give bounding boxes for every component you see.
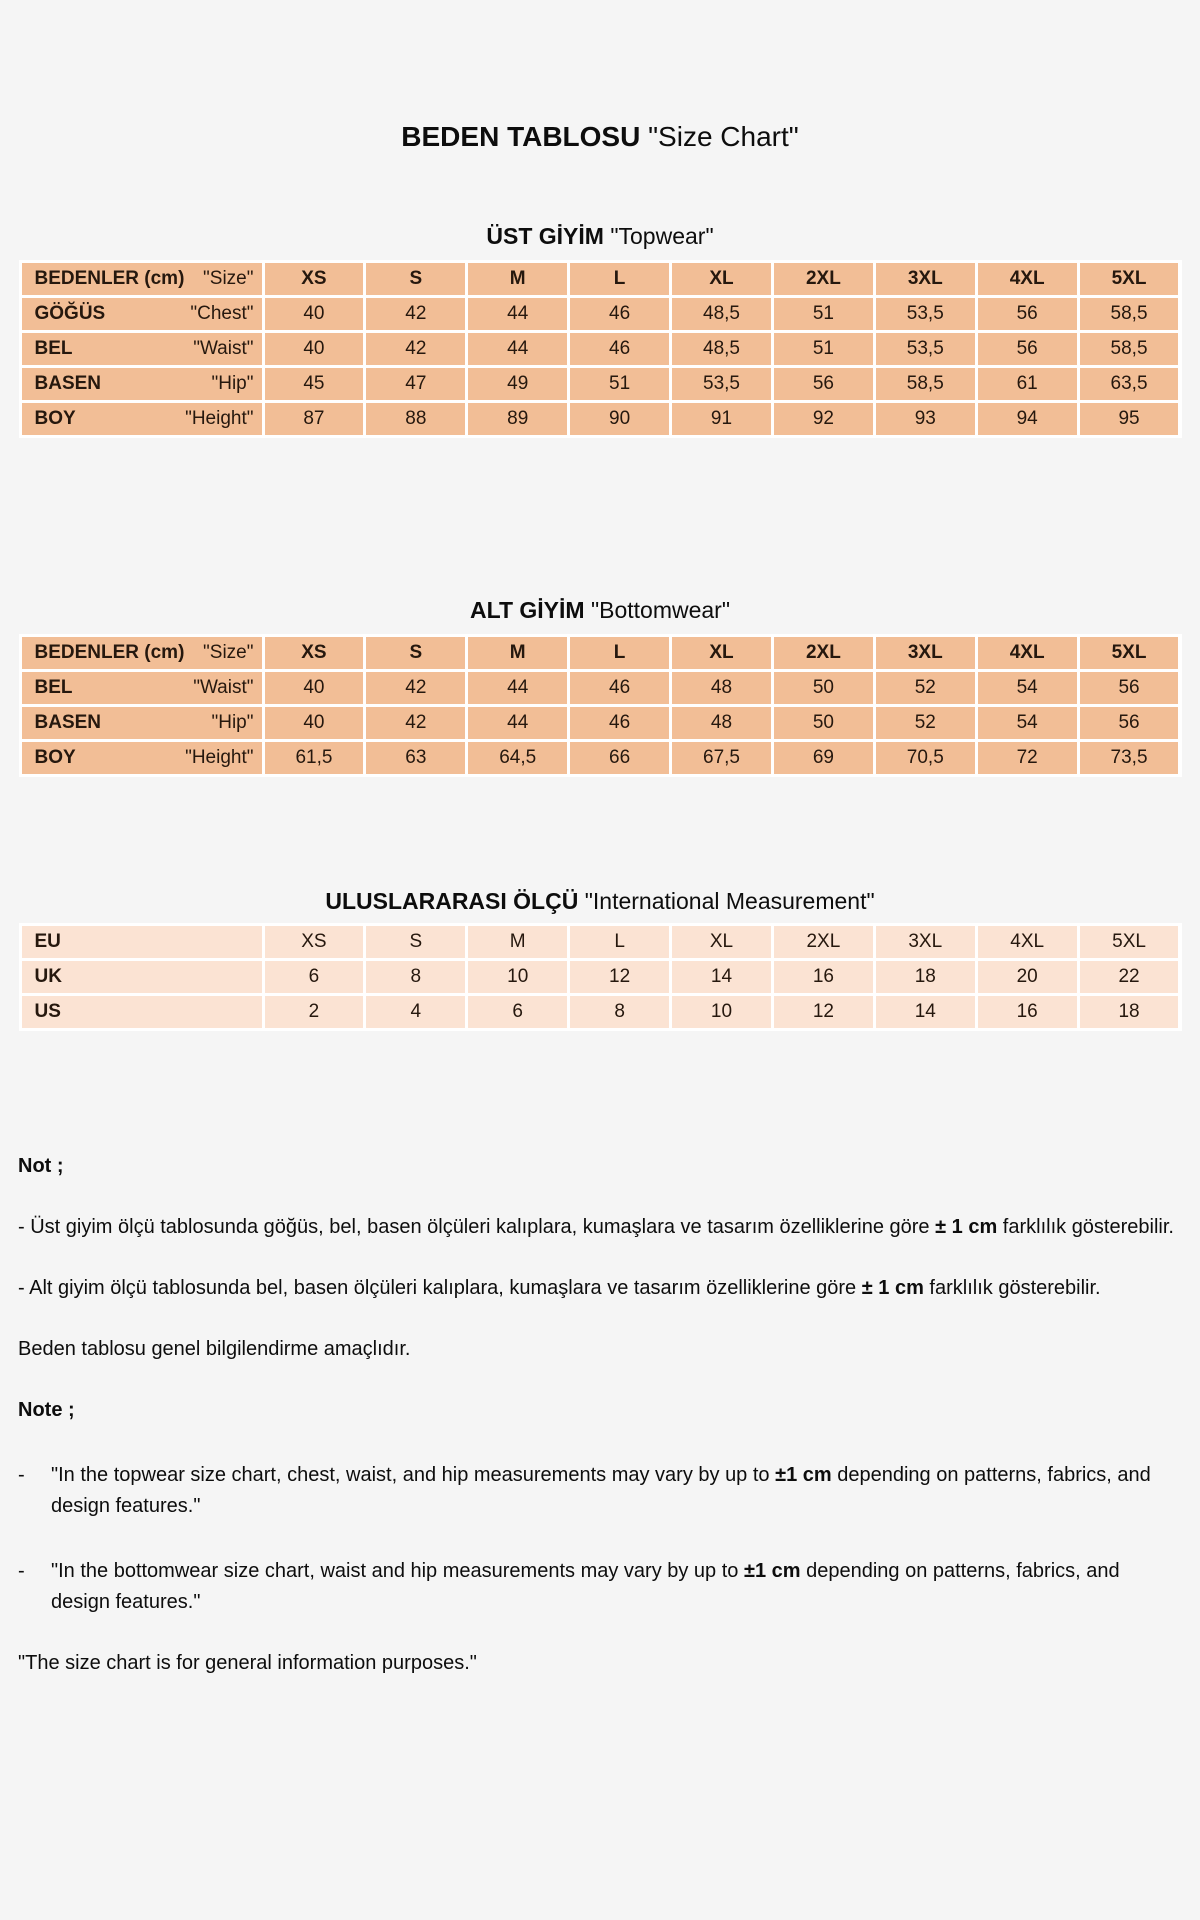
value-cell: 94: [978, 403, 1077, 435]
value-cell: 53,5: [672, 368, 771, 400]
row-label-cell: [22, 298, 262, 330]
row-label-english: "Size": [203, 642, 254, 663]
row-label-turkish: BOY: [34, 747, 76, 768]
value-cell: 8: [366, 961, 465, 993]
row-label-cell: [22, 996, 262, 1028]
row-label-english: "Hip": [211, 373, 254, 394]
note-bullet-6: [18, 1556, 1182, 1618]
row-label-turkish: BASEN: [34, 373, 102, 394]
note-text: Beden tablosu genel bilgilendirme amaçlıdır.: [18, 1338, 411, 1360]
row-label-turkish: EU: [34, 931, 61, 952]
note-heading-4: [18, 1395, 1182, 1426]
bottomwear-heading-turkish: ALT GİYİM: [470, 597, 585, 623]
size-column-header: 2XL: [774, 637, 873, 669]
value-cell: 44: [468, 333, 567, 365]
value-cell: 22: [1080, 961, 1179, 993]
row-label-cell: [22, 961, 262, 993]
row-label-english: "Waist": [193, 677, 254, 698]
size-column-header: 4XL: [978, 637, 1077, 669]
value-cell: 20: [978, 961, 1077, 993]
value-cell: 95: [1080, 403, 1179, 435]
value-cell: 52: [876, 707, 975, 739]
value-cell: 93: [876, 403, 975, 435]
size-chart-document: [0, 120, 1200, 1679]
row-label-turkish: US: [34, 1001, 61, 1022]
row-label-turkish: GÖĞÜS: [34, 303, 106, 324]
value-cell: L: [570, 926, 669, 958]
value-cell: 18: [1080, 996, 1179, 1028]
note-para-2: [18, 1273, 1182, 1304]
row-label-turkish: BEDENLER (cm): [34, 642, 185, 663]
value-cell: 16: [978, 996, 1077, 1028]
value-cell: 14: [876, 996, 975, 1028]
row-label-english: "Height": [185, 747, 254, 768]
note-bold-text: ± 1 cm: [861, 1277, 924, 1299]
value-cell: 92: [774, 403, 873, 435]
value-cell: 87: [265, 403, 364, 435]
size-column-header: S: [366, 637, 465, 669]
value-cell: 54: [978, 672, 1077, 704]
row-label-turkish: BOY: [34, 408, 76, 429]
value-cell: 56: [978, 298, 1077, 330]
size-column-header: XS: [265, 637, 364, 669]
value-cell: 12: [570, 961, 669, 993]
value-cell: 42: [366, 707, 465, 739]
row-label-cell: [22, 333, 262, 365]
note-text: "The size chart is for general information purposes.": [18, 1652, 477, 1674]
note-bold-text: Note ;: [18, 1399, 75, 1421]
value-cell: 46: [570, 707, 669, 739]
note-text: "In the bottomwear size chart, waist and hip measurements may vary by up to: [51, 1560, 744, 1582]
value-cell: 16: [774, 961, 873, 993]
value-cell: 46: [570, 298, 669, 330]
row-label-turkish: BEL: [34, 677, 73, 698]
row-label-cell: [22, 368, 262, 400]
size-column-header: 2XL: [774, 263, 873, 295]
value-cell: 48: [672, 707, 771, 739]
value-cell: 40: [265, 707, 364, 739]
note-text: - Üst giyim ölçü tablosunda göğüs, bel, basen ölçüleri kalıplara, kumaşlara ve tasarım özelliklerine göre: [18, 1216, 936, 1238]
value-cell: 89: [468, 403, 567, 435]
value-cell: 2: [265, 996, 364, 1028]
size-column-header: 4XL: [978, 263, 1077, 295]
value-cell: 6: [265, 961, 364, 993]
bottomwear-heading-english: "Bottomwear": [590, 597, 730, 623]
note-text: depending on patterns, fabrics, and design features.": [51, 1464, 1151, 1517]
value-cell: 61: [978, 368, 1077, 400]
topwear-heading: [0, 222, 1200, 251]
international-section: [0, 887, 1200, 1031]
value-cell: 48,5: [672, 298, 771, 330]
row-label-cell: [22, 403, 262, 435]
value-cell: 51: [570, 368, 669, 400]
value-cell: 70,5: [876, 742, 975, 774]
notes-section: [0, 1151, 1200, 1679]
bottomwear-section: [0, 596, 1200, 777]
value-cell: 40: [265, 672, 364, 704]
value-cell: 63: [366, 742, 465, 774]
size-column-header: 5XL: [1080, 263, 1179, 295]
note-bold-text: ±1 cm: [775, 1464, 832, 1486]
size-column-header: 3XL: [876, 637, 975, 669]
row-label-cell: [22, 263, 262, 295]
value-cell: 88: [366, 403, 465, 435]
value-cell: 14: [672, 961, 771, 993]
value-cell: 18: [876, 961, 975, 993]
bullet-text: [51, 1556, 1182, 1618]
note-text: - Alt giyim ölçü tablosunda bel, basen ölçüleri kalıplara, kumaşlara ve tasarım özelliklerine göre: [18, 1277, 862, 1299]
size-column-header: XL: [672, 263, 771, 295]
size-column-header: XS: [265, 263, 364, 295]
value-cell: 44: [468, 298, 567, 330]
row-label-turkish: UK: [34, 966, 62, 987]
row-label-turkish: BEDENLER (cm): [34, 268, 185, 289]
value-cell: 64,5: [468, 742, 567, 774]
note-text: farklılık gösterebilir.: [997, 1216, 1174, 1238]
value-cell: 61,5: [265, 742, 364, 774]
value-cell: XL: [672, 926, 771, 958]
value-cell: 40: [265, 298, 364, 330]
bottomwear-table: [19, 634, 1182, 777]
value-cell: 56: [1080, 672, 1179, 704]
value-cell: 67,5: [672, 742, 771, 774]
value-cell: 2XL: [774, 926, 873, 958]
international-heading: [0, 887, 1200, 916]
value-cell: 49: [468, 368, 567, 400]
topwear-table: [19, 260, 1182, 438]
value-cell: 66: [570, 742, 669, 774]
bullet-dash-icon: -: [18, 1560, 25, 1582]
value-cell: 54: [978, 707, 1077, 739]
note-heading-0: [18, 1151, 1182, 1182]
value-cell: 56: [978, 333, 1077, 365]
value-cell: 42: [366, 333, 465, 365]
value-cell: 4: [366, 996, 465, 1028]
value-cell: 42: [366, 298, 465, 330]
size-column-header: 3XL: [876, 263, 975, 295]
value-cell: S: [366, 926, 465, 958]
bullet-text: [51, 1460, 1182, 1522]
bottomwear-heading: [0, 596, 1200, 625]
row-label-cell: [22, 707, 262, 739]
note-bold-text: ±1 cm: [743, 1560, 801, 1582]
note-text: "In the topwear size chart, chest, waist, and hip measurements may vary by up to: [51, 1464, 776, 1486]
value-cell: 40: [265, 333, 364, 365]
page-title-english: "Size Chart": [648, 121, 799, 152]
note-para-3: [18, 1334, 1182, 1365]
value-cell: 91: [672, 403, 771, 435]
value-cell: 3XL: [876, 926, 975, 958]
value-cell: 5XL: [1080, 926, 1179, 958]
value-cell: 51: [774, 298, 873, 330]
row-label-turkish: BASEN: [34, 712, 102, 733]
value-cell: 50: [774, 672, 873, 704]
value-cell: 12: [774, 996, 873, 1028]
row-label-cell: [22, 672, 262, 704]
note-text: farklılık gösterebilir.: [923, 1277, 1101, 1299]
topwear-heading-english: "Topwear": [610, 223, 714, 249]
topwear-heading-turkish: ÜST GİYİM: [486, 223, 604, 249]
row-label-english: "Hip": [211, 712, 254, 733]
value-cell: 58,5: [1080, 333, 1179, 365]
bullet-dash-icon: -: [18, 1464, 25, 1486]
note-bold-text: ± 1 cm: [935, 1216, 998, 1238]
row-label-english: "Waist": [193, 338, 254, 359]
value-cell: 47: [366, 368, 465, 400]
row-label-english: "Chest": [190, 303, 254, 324]
value-cell: 50: [774, 707, 873, 739]
value-cell: 73,5: [1080, 742, 1179, 774]
value-cell: 10: [672, 996, 771, 1028]
international-heading-turkish: ULUSLARARASI ÖLÇÜ: [325, 888, 579, 914]
row-label-cell: [22, 742, 262, 774]
value-cell: 6: [468, 996, 567, 1028]
size-column-header: S: [366, 263, 465, 295]
value-cell: M: [468, 926, 567, 958]
value-cell: 69: [774, 742, 873, 774]
value-cell: 48,5: [672, 333, 771, 365]
value-cell: 51: [774, 333, 873, 365]
note-para-1: [18, 1212, 1182, 1243]
size-column-header: 5XL: [1080, 637, 1179, 669]
note-para-7: [18, 1648, 1182, 1679]
value-cell: 58,5: [1080, 298, 1179, 330]
value-cell: 42: [366, 672, 465, 704]
note-text: depending on patterns, fabrics, and design features.": [51, 1560, 1120, 1613]
size-column-header: M: [468, 637, 567, 669]
row-label-english: "Size": [203, 268, 254, 289]
size-column-header: M: [468, 263, 567, 295]
note-bullet-5: [18, 1460, 1182, 1522]
size-column-header: L: [570, 637, 669, 669]
row-label-english: "Height": [185, 408, 254, 429]
value-cell: 10: [468, 961, 567, 993]
value-cell: 56: [774, 368, 873, 400]
row-label-cell: [22, 637, 262, 669]
value-cell: 58,5: [876, 368, 975, 400]
value-cell: 46: [570, 333, 669, 365]
value-cell: 53,5: [876, 298, 975, 330]
size-column-header: XL: [672, 637, 771, 669]
size-column-header: L: [570, 263, 669, 295]
note-bold-text: Not ;: [18, 1155, 64, 1177]
page-title-turkish: BEDEN TABLOSU: [401, 121, 641, 152]
value-cell: 44: [468, 707, 567, 739]
value-cell: 90: [570, 403, 669, 435]
row-label-turkish: BEL: [34, 338, 73, 359]
page-title: [0, 120, 1200, 154]
value-cell: XS: [265, 926, 364, 958]
value-cell: 72: [978, 742, 1077, 774]
topwear-section: [0, 222, 1200, 438]
value-cell: 45: [265, 368, 364, 400]
row-label-cell: [22, 926, 262, 958]
value-cell: 56: [1080, 707, 1179, 739]
value-cell: 4XL: [978, 926, 1077, 958]
value-cell: 63,5: [1080, 368, 1179, 400]
value-cell: 48: [672, 672, 771, 704]
value-cell: 46: [570, 672, 669, 704]
value-cell: 52: [876, 672, 975, 704]
value-cell: 8: [570, 996, 669, 1028]
international-table: [19, 923, 1182, 1031]
international-heading-english: "International Measurement": [584, 888, 875, 914]
value-cell: 44: [468, 672, 567, 704]
value-cell: 53,5: [876, 333, 975, 365]
